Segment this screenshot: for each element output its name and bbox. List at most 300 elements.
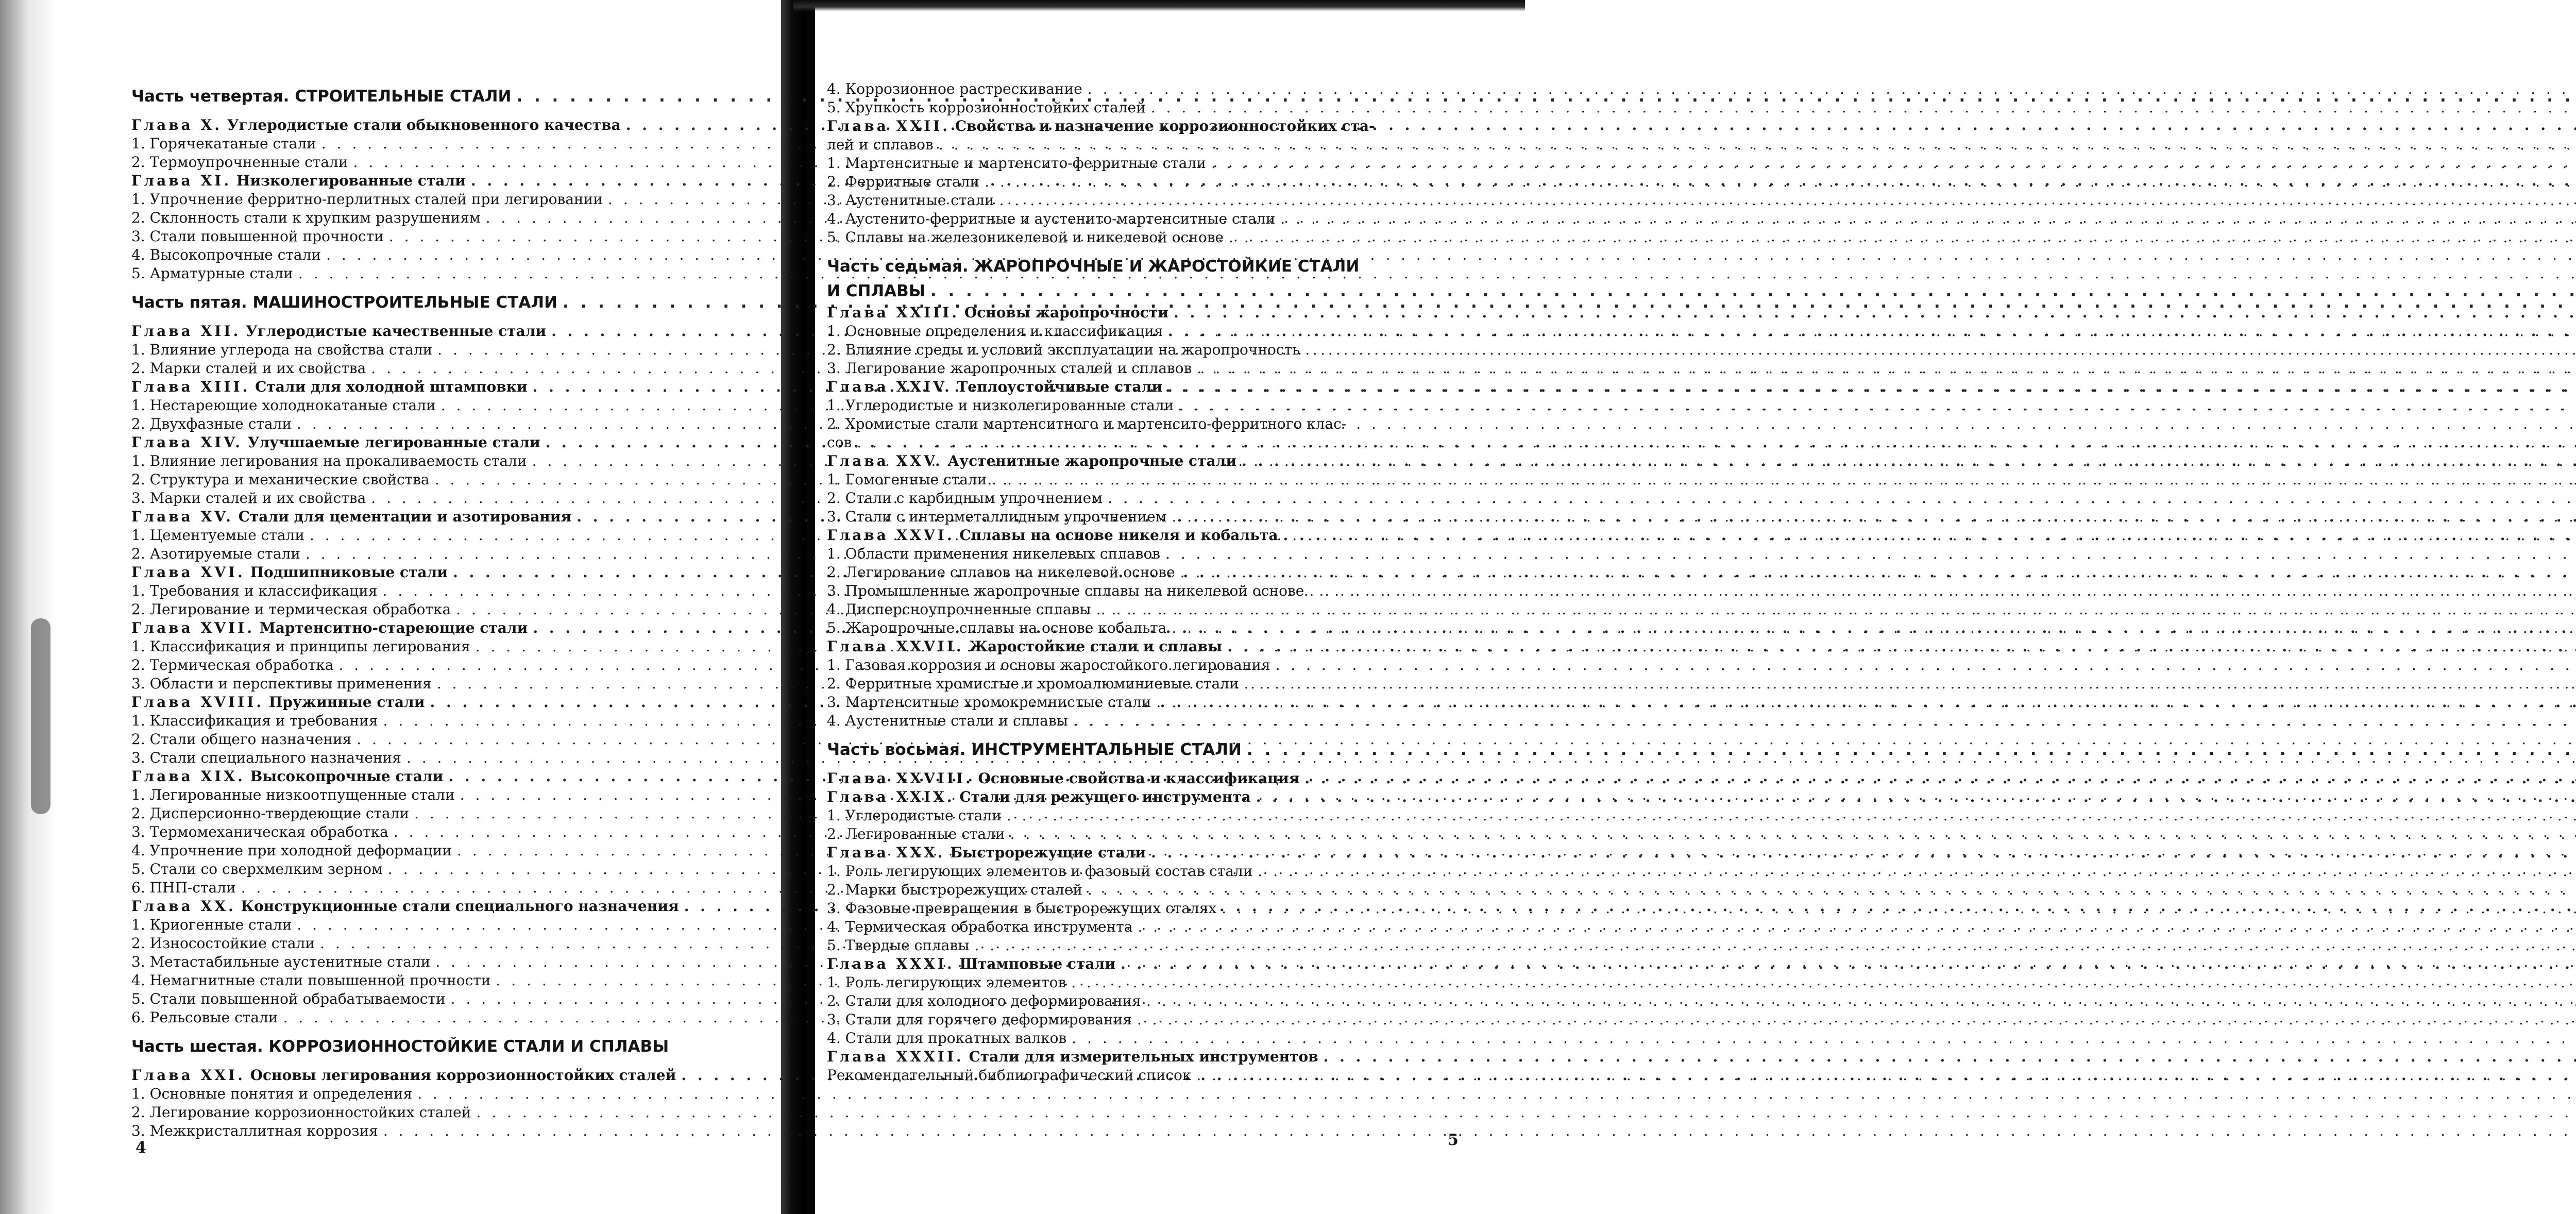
toc-leader-dots bbox=[1121, 955, 2576, 973]
toc-entry-text: Пружинные стали bbox=[268, 694, 425, 711]
toc-entry-label: Глава XV. bbox=[131, 508, 233, 525]
toc-entry-text: 1. Влияние углерода на свойства стали bbox=[131, 341, 433, 358]
toc-entry-item bbox=[827, 862, 1466, 881]
toc-entry-text: 2. Легирование и термическая обработка bbox=[131, 601, 451, 618]
toc-entry-item bbox=[827, 656, 1466, 675]
toc-entry-item bbox=[827, 191, 1466, 210]
right-page bbox=[827, 0, 1466, 1149]
toc-entry-title bbox=[131, 971, 490, 990]
toc-entry-title bbox=[131, 209, 481, 227]
toc-entry-item bbox=[827, 322, 1466, 341]
toc-leader-dots bbox=[1276, 656, 2576, 675]
toc-entry-text: 2. Износостойкие стали bbox=[131, 935, 315, 952]
toc-entry-text: 2. Ферритные хромистые и хромоалюминиевые стали bbox=[827, 675, 1239, 692]
left-page bbox=[131, 0, 768, 1157]
toc-leader-dots bbox=[1172, 619, 2576, 637]
toc-entry-item bbox=[131, 953, 768, 971]
toc-leader-dots bbox=[1247, 737, 2576, 762]
toc-entry-text: 1. Углеродистые и низколегированные стали bbox=[827, 397, 1174, 414]
toc-entry-item bbox=[131, 916, 768, 934]
toc-entry-chap bbox=[827, 769, 1466, 788]
toc-entry-text: Рекомендательный библиографический список bbox=[827, 1067, 1192, 1084]
toc-entry-item bbox=[827, 489, 1466, 508]
toc-entry-text: 2. Дисперсионно-твердеющие стали bbox=[131, 805, 410, 822]
toc-entry-text: Стали для измерительных инструментов bbox=[969, 1048, 1318, 1065]
toc-entry-title bbox=[131, 322, 546, 341]
toc-entry-title bbox=[827, 304, 1168, 322]
toc-entry-label: Глава XXXII. bbox=[827, 1048, 964, 1065]
toc-entry-text: 2. Легирование сплавов на никелевой основе bbox=[827, 564, 1175, 581]
toc-entry-title bbox=[131, 1103, 471, 1122]
toc-entry-title bbox=[827, 359, 1192, 378]
toc-entry-text: 3. Межкристаллитная коррозия bbox=[131, 1122, 378, 1139]
toc-leader-dots bbox=[1304, 769, 2576, 788]
toc-leader-dots bbox=[417, 1085, 2576, 1103]
toc-entry-text: 5. Стали повышенной обрабатываемости bbox=[131, 990, 446, 1007]
toc-entry-title bbox=[827, 378, 1162, 396]
toc-leader-dots bbox=[1138, 918, 2576, 936]
toc-entry-title bbox=[131, 582, 378, 600]
toc-entry-title bbox=[131, 879, 236, 897]
toc-entry-title bbox=[827, 992, 1141, 1010]
toc-entry-item bbox=[827, 359, 1466, 378]
toc-leader-dots bbox=[857, 433, 2576, 452]
toc-entry-title bbox=[827, 98, 1146, 117]
toc-entry-text: 3. Стали с интерметаллидным упрочнением bbox=[827, 508, 1167, 525]
toc-entry-text: лей и сплавов bbox=[827, 136, 934, 153]
toc-entry-label: Глава XI. bbox=[131, 172, 232, 189]
toc-entry-item bbox=[131, 860, 768, 879]
toc-entry-title bbox=[131, 730, 351, 749]
right-toc-column bbox=[827, 0, 1466, 1085]
left-toc-column bbox=[131, 0, 768, 1140]
toc-entry-part bbox=[131, 84, 768, 109]
toc-entry-text: 2. Марки быстрорежущих сталей bbox=[827, 881, 1083, 898]
toc-entry-title bbox=[131, 953, 430, 971]
toc-entry-title bbox=[827, 254, 1359, 279]
toc-entry-title bbox=[131, 153, 348, 172]
toc-entry-title bbox=[131, 508, 571, 526]
toc-leader-dots bbox=[1242, 452, 2576, 470]
toc-entry-text: Сплавы на основе никеля и кобальта bbox=[959, 527, 1278, 544]
toc-entry-text: 2. Стали общего назначения bbox=[131, 731, 352, 748]
toc-entry-item bbox=[131, 227, 768, 246]
toc-entry-text: ЖАРОПРОЧНЫЕ И ЖАРОСТОЙКИЕ СТАЛИ bbox=[974, 257, 1360, 276]
toc-entry-chap bbox=[131, 172, 768, 190]
toc-entry-text: 1. Легированные низкоотпущенные стали bbox=[131, 786, 455, 803]
toc-entry-item bbox=[131, 489, 768, 508]
toc-entry-item bbox=[131, 526, 768, 545]
toc-entry-title bbox=[827, 825, 1005, 844]
toc-leader-dots bbox=[985, 173, 2576, 191]
toc-entry-text: 3. Мартенситные хромокремнистые стали bbox=[827, 694, 1151, 711]
toc-entry-title bbox=[827, 955, 1115, 973]
toc-leader-dots bbox=[1071, 973, 2576, 992]
toc-entry-chap bbox=[131, 897, 768, 916]
toc-entry-title bbox=[131, 452, 527, 470]
left-page-number: 4 bbox=[135, 1139, 146, 1157]
toc-entry-item bbox=[827, 396, 1466, 415]
toc-entry-label: Глава XXV. bbox=[827, 452, 943, 469]
toc-leader-dots bbox=[1258, 862, 2576, 881]
toc-entry-text: СТРОИТЕЛЬНЫЕ СТАЛИ bbox=[295, 87, 512, 106]
toc-entry-item bbox=[827, 600, 1466, 619]
toc-entry-text: Низколегированные стали bbox=[236, 172, 466, 189]
toc-entry-text: Углеродистые стали обыкновенного качества bbox=[227, 116, 621, 133]
toc-entry-title bbox=[131, 545, 300, 563]
toc-entry-title bbox=[827, 173, 979, 191]
toc-entry-item bbox=[131, 190, 768, 209]
toc-entry-title bbox=[827, 508, 1166, 526]
toc-entry-label: Глава XXIII. bbox=[827, 304, 960, 321]
toc-entry-label: Часть седьмая. bbox=[827, 257, 969, 276]
toc-entry-label: Глава XXXI. bbox=[827, 955, 955, 972]
toc-entry-item bbox=[827, 545, 1466, 563]
toc-entry-text: Основы легирования коррозионностойких сталей bbox=[250, 1067, 676, 1084]
toc-entry-text: Мартенситно-стареющие стали bbox=[259, 619, 528, 636]
toc-entry-text: 1. Роль легирующих элементов и фазовый состав стали bbox=[827, 863, 1253, 880]
toc-entry-text: 5. Арматурные стали bbox=[131, 265, 293, 282]
toc-entry-title bbox=[131, 359, 366, 378]
toc-entry-item bbox=[827, 973, 1466, 992]
toc-entry-text: 1. Классификация и принципы легирования bbox=[131, 638, 470, 655]
toc-entry-label: Часть восьмая. bbox=[827, 740, 966, 759]
toc-entry-title bbox=[131, 264, 293, 283]
toc-entry-item bbox=[131, 1103, 768, 1122]
toc-leader-dots bbox=[1168, 322, 2576, 341]
toc-entry-title bbox=[827, 154, 1206, 173]
toc-entry-item bbox=[827, 341, 1466, 359]
toc-entry-item bbox=[131, 341, 768, 359]
toc-entry-title bbox=[131, 916, 292, 934]
toc-entry-item bbox=[131, 879, 768, 897]
toc-leader-dots bbox=[939, 136, 2576, 154]
toc-entry-text: Стали для цементации и азотирования bbox=[238, 508, 572, 525]
toc-entry-title bbox=[827, 191, 994, 210]
toc-leader-dots bbox=[1151, 844, 2576, 862]
toc-entry-item bbox=[131, 823, 768, 841]
toc-entry-label: Глава XIV. bbox=[131, 434, 243, 451]
toc-entry-title bbox=[131, 1122, 378, 1140]
toc-entry-item bbox=[827, 806, 1466, 825]
toc-entry-title bbox=[131, 786, 455, 804]
toc-entry-label: Глава XXVII. bbox=[827, 638, 964, 655]
toc-entry-title bbox=[827, 737, 1242, 762]
toc-entry-text: Подшипниковые стали bbox=[250, 564, 448, 581]
toc-entry-label: Часть шестая. bbox=[131, 1037, 263, 1056]
toc-entry-title bbox=[131, 433, 540, 452]
toc-entry-title bbox=[131, 823, 388, 841]
toc-entry-title bbox=[827, 712, 1068, 730]
toc-leader-dots bbox=[1227, 637, 2576, 656]
toc-leader-dots bbox=[1088, 80, 2576, 98]
toc-entry-chap bbox=[131, 1066, 768, 1085]
toc-entry-title bbox=[131, 1034, 669, 1059]
toc-entry-text: 1. Мартенситные и мартенсито-ферритные стали bbox=[827, 155, 1206, 172]
toc-entry-item bbox=[131, 1122, 768, 1140]
toc-leader-dots bbox=[930, 279, 2576, 304]
toc-entry-title bbox=[131, 396, 436, 415]
toc-entry-text: 4. Аустенитные стали и сплавы bbox=[827, 712, 1068, 729]
toc-entry-part bbox=[827, 737, 1466, 762]
toc-entry-title bbox=[131, 1066, 676, 1085]
scan-left-edge-shadow bbox=[0, 0, 57, 1214]
toc-entry-title bbox=[131, 712, 378, 730]
toc-entry-item bbox=[827, 899, 1466, 918]
toc-entry-item bbox=[827, 415, 1466, 433]
toc-entry-title bbox=[827, 433, 852, 452]
toc-leader-dots bbox=[1172, 508, 2576, 526]
toc-entry-text: Теплоустойчивые стали bbox=[957, 378, 1163, 395]
toc-entry-item bbox=[827, 470, 1466, 489]
toc-entry-text: 5. Стали со сверхмелким зерном bbox=[131, 861, 383, 878]
toc-entry-title bbox=[827, 80, 1082, 98]
toc-entry-text: 3. Термомеханическая обработка bbox=[131, 823, 388, 840]
toc-entry-chap bbox=[827, 788, 1466, 806]
toc-leader-dots bbox=[1256, 788, 2576, 806]
toc-entry-text: 3. Марки сталей и их свойства bbox=[131, 490, 366, 507]
toc-leader-dots bbox=[1151, 98, 2576, 117]
toc-entry-title bbox=[131, 841, 452, 860]
toc-entry-text: 2. Двухфазные стали bbox=[131, 415, 292, 432]
toc-entry-text: Стали для режущего инструмента bbox=[959, 788, 1251, 805]
toc-leader-dots bbox=[1324, 1048, 2576, 1066]
toc-entry-chap bbox=[827, 526, 1466, 545]
toc-leader-dots bbox=[1146, 992, 2576, 1010]
toc-entry-item bbox=[131, 712, 768, 730]
toc-entry-item bbox=[131, 971, 768, 990]
toc-leader-dots bbox=[1197, 359, 2576, 378]
toc-entry-item bbox=[131, 452, 768, 470]
toc-leader-dots bbox=[992, 470, 2576, 489]
toc-entry-title bbox=[131, 489, 366, 508]
toc-entry-text: 5. Хрупкость коррозионностойких сталей bbox=[827, 99, 1146, 116]
toc-entry-title bbox=[827, 973, 1066, 992]
toc-entry-label: Глава XVI. bbox=[131, 564, 245, 581]
toc-entry-label: Глава XXIV. bbox=[827, 378, 952, 395]
toc-entry-plain bbox=[827, 1066, 1466, 1085]
toc-leader-dots bbox=[1305, 341, 2576, 359]
toc-entry-title bbox=[131, 190, 603, 209]
toc-entry-item bbox=[131, 804, 768, 823]
toc-entry-title bbox=[827, 210, 1275, 228]
toc-entry-title bbox=[131, 134, 316, 153]
toc-entry-title bbox=[827, 341, 1300, 359]
toc-entry-title bbox=[827, 1029, 1066, 1048]
toc-leader-dots bbox=[383, 1122, 2576, 1140]
toc-entry-item bbox=[131, 359, 768, 378]
toc-entry-text: 1. Горячекатаные стали bbox=[131, 135, 316, 152]
toc-entry-text: Высокопрочные стали bbox=[250, 768, 444, 785]
toc-leader-dots bbox=[1280, 210, 2576, 228]
toc-entry-title bbox=[827, 1066, 1191, 1085]
toc-entry-item bbox=[131, 990, 768, 1008]
toc-entry-item bbox=[827, 881, 1466, 899]
toc-entry-text: 1. Области применения никелевых сплавов bbox=[827, 545, 1161, 562]
toc-entry-text: 2. Структура и механические свойства bbox=[131, 471, 430, 488]
toc-entry-text: Свойства и назначение коррозионностойких ста- bbox=[955, 117, 1375, 134]
toc-entry-text: 2. Легирование коррозионностойких сталей bbox=[131, 1104, 471, 1121]
toc-entry-text: 3. Стали специального назначения bbox=[131, 749, 401, 766]
toc-entry-item bbox=[827, 98, 1466, 117]
toc-entry-text: 1. Роль легирующих элементов bbox=[827, 974, 1066, 991]
toc-entry-text: 2. Азотируемые стали bbox=[131, 545, 300, 562]
toc-entry-title bbox=[827, 881, 1082, 899]
toc-entry-text: 2. Хромистые стали мартенситного и мартенсито-ферритного клас- bbox=[827, 415, 1347, 432]
toc-entry-text: 1. Основные понятия и определения bbox=[131, 1085, 413, 1102]
toc-entry-title bbox=[827, 806, 1002, 825]
toc-entry-item bbox=[827, 1029, 1466, 1048]
toc-entry-text: 1. Углеродистые стали bbox=[827, 807, 1002, 824]
toc-entry-part bbox=[131, 290, 768, 315]
toc-entry-text: 4. Термическая обработка инструмента bbox=[827, 918, 1133, 935]
toc-entry-title bbox=[827, 844, 1146, 862]
toc-entry-text: 1. Гомогенные стали bbox=[827, 471, 987, 488]
toc-entry-text: 4. Коррозионное растрескивание bbox=[827, 80, 1082, 97]
toc-entry-text: Жаростойкие стали и сплавы bbox=[969, 638, 1223, 655]
toc-entry-item bbox=[827, 693, 1466, 712]
toc-entry-text: ИНСТРУМЕНТАЛЬНЫЕ СТАЛИ bbox=[971, 740, 1242, 759]
toc-entry-title bbox=[827, 600, 1091, 619]
toc-entry-item bbox=[131, 470, 768, 489]
toc-entry-title bbox=[131, 675, 432, 693]
toc-entry-text: 1. Криогенные стали bbox=[131, 916, 292, 933]
toc-entry-text: сов bbox=[827, 434, 852, 451]
toc-leader-dots bbox=[1108, 489, 2576, 508]
toc-entry-item bbox=[131, 396, 768, 415]
toc-entry-title bbox=[827, 136, 934, 154]
toc-leader-dots bbox=[1137, 1010, 2576, 1029]
toc-leader-dots bbox=[1244, 675, 2576, 693]
toc-entry-title bbox=[131, 860, 383, 879]
toc-entry-text: 3. Легирование жаропрочных сталей и сплавов bbox=[827, 360, 1192, 377]
toc-entry-label: Глава XVII. bbox=[131, 619, 255, 636]
toc-entry-chap bbox=[131, 693, 768, 712]
toc-entry-title bbox=[827, 899, 1216, 918]
toc-entry-title bbox=[827, 862, 1252, 881]
toc-entry-chap bbox=[827, 378, 1466, 396]
toc-entry-chap bbox=[827, 304, 1466, 322]
toc-entry-text: Углеродистые качественные стали bbox=[245, 323, 547, 340]
toc-entry-title bbox=[827, 396, 1174, 415]
toc-leader-dots bbox=[974, 936, 2576, 955]
toc-entry-chap bbox=[131, 378, 768, 396]
toc-entry-title bbox=[131, 990, 446, 1008]
toc-entry-title bbox=[827, 637, 1222, 656]
toc-entry-title bbox=[131, 1085, 412, 1103]
toc-leader-dots bbox=[999, 191, 2576, 210]
toc-leader-dots bbox=[1007, 806, 2576, 825]
toc-entry-text: 4. Высокопрочные стали bbox=[131, 246, 321, 263]
toc-entry-title bbox=[131, 656, 333, 675]
toc-entry-title bbox=[827, 563, 1175, 582]
toc-leader-dots bbox=[1073, 712, 2576, 730]
toc-entry-text: 1. Влияние легирования на прокаливаемость стали bbox=[131, 452, 527, 469]
toc-entry-title bbox=[827, 117, 1375, 136]
toc-entry-text: Улучшаемые легированные стали bbox=[247, 434, 540, 451]
toc-entry-text: Основы жаропрочности bbox=[964, 304, 1168, 321]
toc-entry-text: 2. Стали с карбидным упрочнением bbox=[827, 490, 1103, 507]
toc-entry-text: 2. Влияние среды и условий эксплуатации на жаропрочность bbox=[827, 341, 1300, 358]
toc-entry-text: 1. Цементуемые стали bbox=[131, 527, 304, 544]
toc-entry-label: Глава XXVIII. bbox=[827, 770, 973, 787]
toc-leader-dots bbox=[1283, 526, 2576, 545]
toc-entry-title bbox=[131, 600, 451, 619]
toc-entry-text: 1. Нестареющие холоднокатаные стали bbox=[131, 397, 436, 414]
toc-entry-chap bbox=[827, 637, 1466, 656]
toc-entry-text: 6. ПНП-стали bbox=[131, 879, 236, 896]
toc-entry-text: 1. Классификация и требования bbox=[131, 712, 378, 729]
toc-entry-cont bbox=[827, 136, 1466, 154]
toc-entry-title bbox=[131, 246, 321, 264]
toc-entry-title bbox=[827, 619, 1166, 637]
toc-entry-label: Глава XVIII. bbox=[131, 694, 264, 711]
toc-entry-item bbox=[131, 545, 768, 563]
toc-entry-text: Аустенитные жаропрочные стали bbox=[947, 452, 1237, 469]
toc-entry-item bbox=[131, 749, 768, 767]
toc-entry-text: 4. Аустенито-ферритные и аустенито-мартенситные стали bbox=[827, 210, 1276, 227]
toc-entry-item bbox=[827, 582, 1466, 600]
toc-entry-text: 1. Газовая коррозия и основы жаростойкого легирования bbox=[827, 656, 1270, 673]
toc-entry-item bbox=[827, 563, 1466, 582]
toc-entry-item bbox=[827, 228, 1466, 247]
toc-entry-item bbox=[827, 619, 1466, 637]
toc-entry-text: 5. Твердые сплавы bbox=[827, 937, 970, 954]
toc-entry-chap bbox=[827, 452, 1466, 470]
toc-entry-text: 5. Сплавы на железоникелевой и никелевой основе bbox=[827, 229, 1224, 246]
toc-entry-title bbox=[827, 415, 1346, 433]
toc-entry-label: Глава XIII. bbox=[131, 378, 250, 395]
toc-entry-item bbox=[131, 134, 768, 153]
toc-entry-title bbox=[827, 279, 925, 304]
toc-entry-title bbox=[827, 526, 1278, 545]
toc-leader-dots bbox=[1156, 693, 2576, 712]
toc-leader-dots bbox=[1174, 304, 2576, 322]
toc-leader-dots bbox=[1072, 1029, 2576, 1048]
toc-entry-partcont bbox=[827, 279, 1466, 304]
toc-entry-item bbox=[131, 675, 768, 693]
toc-entry-item bbox=[131, 582, 768, 600]
toc-entry-title bbox=[827, 788, 1251, 806]
toc-entry-item bbox=[827, 210, 1466, 228]
toc-entry-chap bbox=[827, 1048, 1466, 1066]
toc-entry-text: Конструкционные стали специального назначения bbox=[241, 898, 679, 915]
toc-entry-text: Штамповые стали bbox=[959, 955, 1115, 972]
toc-leader-dots bbox=[1222, 899, 2576, 918]
toc-entry-item bbox=[131, 264, 768, 283]
toc-entry-title bbox=[131, 637, 470, 656]
toc-entry-title bbox=[827, 1010, 1132, 1029]
toc-entry-title bbox=[827, 656, 1270, 675]
toc-entry-item bbox=[827, 173, 1466, 191]
toc-entry-text: 3. Стали для горячего деформирования bbox=[827, 1011, 1132, 1028]
toc-entry-title bbox=[827, 228, 1224, 247]
toc-entry-text: МАШИНОСТРОИТЕЛЬНЫЕ СТАЛИ bbox=[252, 293, 558, 312]
toc-entry-title bbox=[131, 897, 679, 916]
toc-entry-text: КОРРОЗИОННОСТОЙКИЕ СТАЛИ И СПЛАВЫ bbox=[268, 1037, 669, 1056]
toc-entry-item bbox=[131, 1008, 768, 1027]
toc-entry-text: 1. Упрочнение ферритно-перлитных сталей при легировании bbox=[131, 191, 603, 208]
right-page-number: 5 bbox=[1448, 1131, 1459, 1149]
toc-entry-text: 1. Требования и классификация bbox=[131, 582, 378, 599]
toc-entry-chap bbox=[827, 117, 1466, 136]
toc-entry-item bbox=[131, 637, 768, 656]
toc-entry-title bbox=[827, 769, 1299, 788]
toc-entry-text: 4. Дисперсноупрочненные сплавы bbox=[827, 601, 1091, 618]
toc-entry-item bbox=[131, 1085, 768, 1103]
toc-entry-chap bbox=[131, 116, 768, 134]
toc-entry-title bbox=[131, 415, 292, 433]
